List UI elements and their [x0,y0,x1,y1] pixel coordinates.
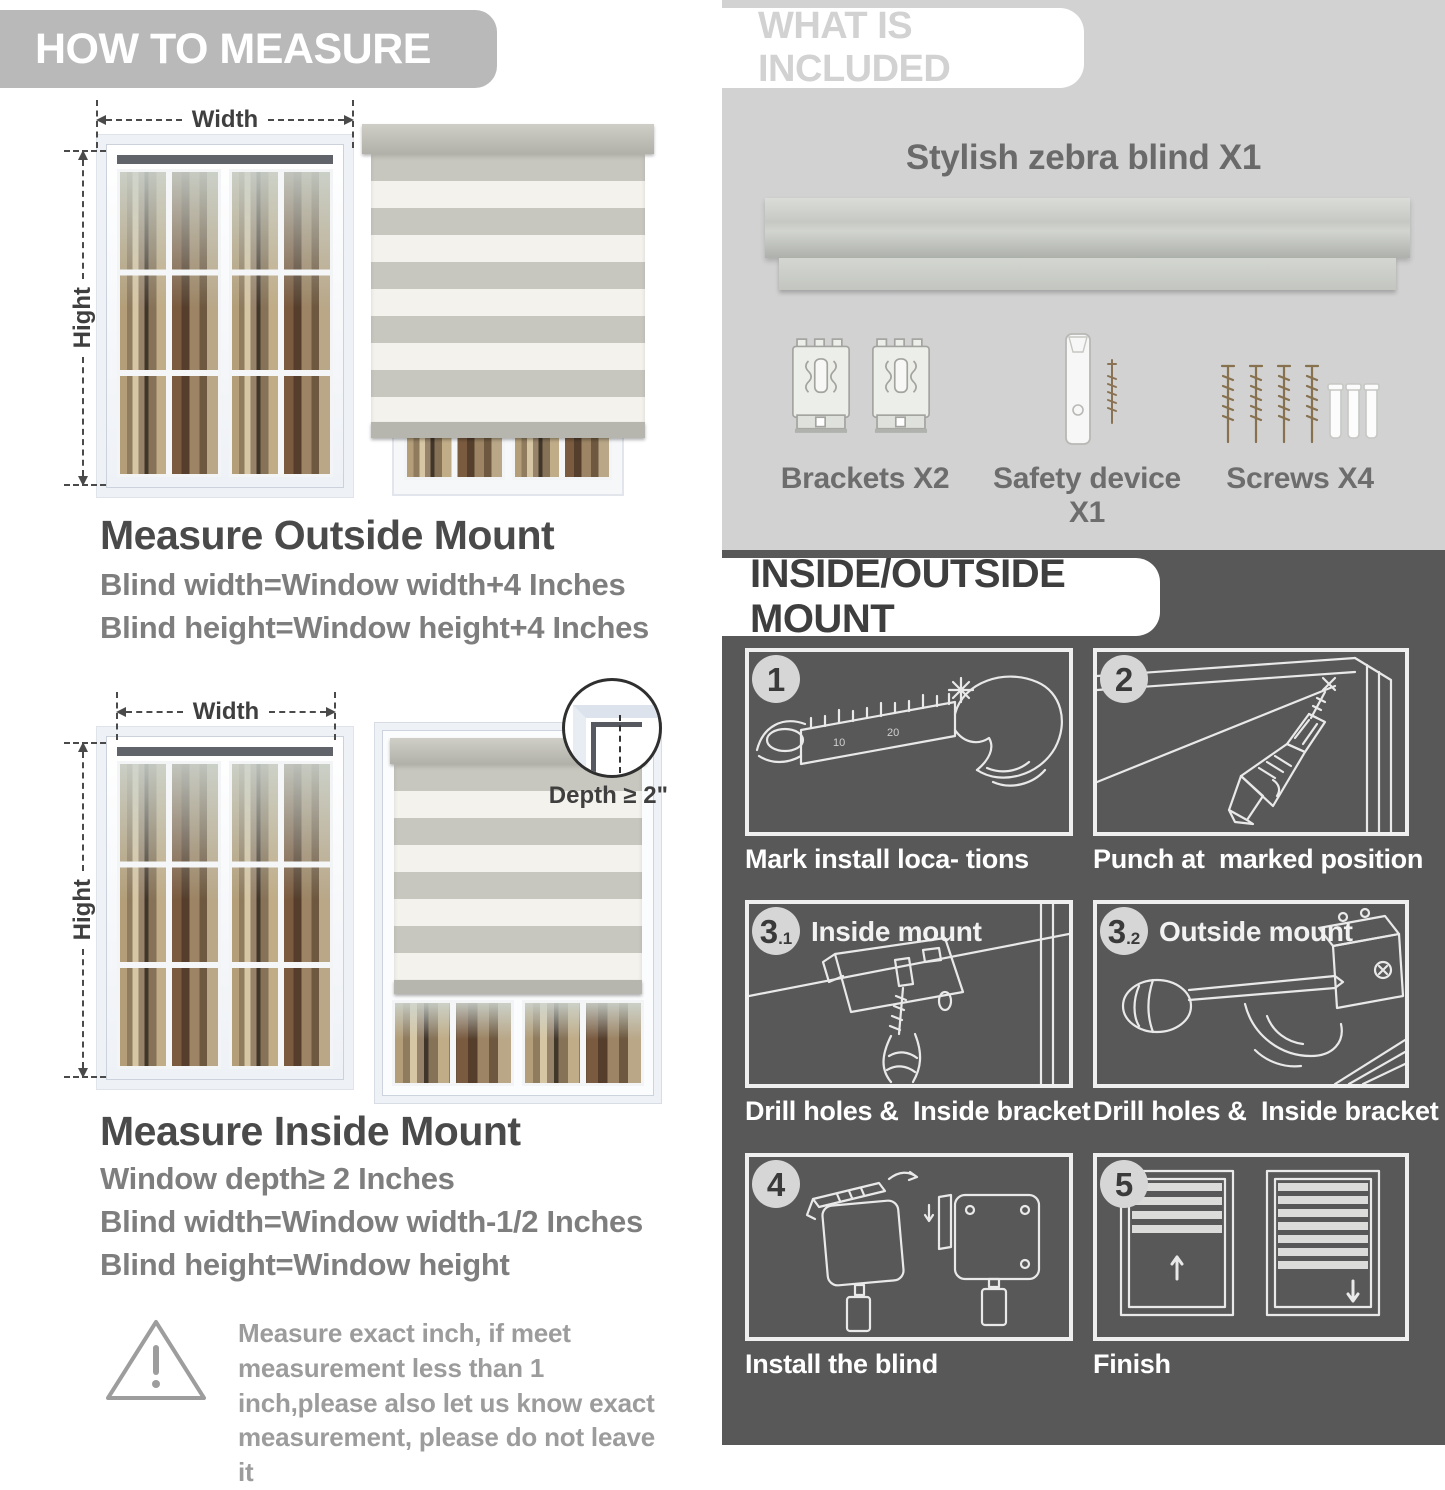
arrow-right-icon [344,115,354,125]
step-number-badge: 4 [752,1160,800,1208]
step-2-panel [1093,648,1409,836]
screw-icon [1108,360,1116,423]
bracket-icon [786,336,856,436]
height-label: Hight [69,879,96,941]
warning-text: Measure exact inch, if meet measurement less than 1 inch,please also let us know exact measurement, please do not leave it [238,1318,655,1488]
blind-bottom-rail [371,422,645,438]
screws-image [1212,352,1392,461]
outside-width-formula: Blind width=Window width+4 Inches [100,567,626,602]
blind-headrail-image [765,198,1410,258]
step-5-panel [1093,1153,1409,1341]
step-number-badge: 1 [752,655,800,703]
inside-width-formula: Blind width=Window width-1/2 Inches [100,1204,643,1239]
window-sash [117,761,221,1069]
arrow-left-icon [96,115,106,125]
window-sash [229,761,333,1069]
safety-device-image [1050,330,1130,461]
safety-device-label: Safety device X1 [993,462,1181,529]
window-sash [117,169,221,477]
window-pane [522,1000,644,1086]
height-dimension-arrow [70,150,96,486]
product-label: Stylish zebra blind X1 [905,138,1262,177]
step-4-panel [745,1153,1073,1341]
inside-depth-rule: Window depth≥ 2 Inches [100,1161,455,1196]
blind-bottom-rail [394,980,642,994]
anchors-icon [1328,384,1379,438]
svg-text:10: 10 [833,737,846,749]
step-3-2-panel [1093,900,1409,1088]
how-to-measure-banner [0,10,497,88]
width-dimension-arrow [116,700,336,724]
width-dimension-arrow [96,108,354,132]
inside-mount-title: Measure Inside Mount [100,1108,521,1154]
screws-label: Screws X4 [1226,462,1374,495]
window-sash [229,169,333,477]
arrow-right-icon [326,707,336,717]
brackets-label: Brackets X2 [780,462,950,495]
zebra-blind-fabric [371,154,645,422]
step-number-badge: 3 .2 [1100,907,1148,955]
svg-text:20: 20 [887,727,900,739]
bracket-icon [866,336,936,436]
screws-anchors-icon [1212,352,1392,456]
width-label: Width [191,106,259,133]
arrow-up-icon [78,150,88,160]
window-pane [392,1000,514,1086]
mount-title: INSIDE/OUTSIDE MOUNT [750,552,1066,641]
inside-mount-window-diagram [70,700,354,1090]
step-5-caption: Finish [1093,1349,1171,1379]
outside-mount-blind-image [362,114,654,500]
window-corner-depth-edge [591,722,642,773]
depth-note: Depth ≥ 2" [548,782,668,809]
step-1-caption: Mark install loca- tions [745,844,1029,874]
step-2-caption: Punch at marked position [1093,844,1424,874]
outside-mount-window-diagram [70,108,354,498]
outside-mount-title: Measure Outside Mount [100,512,555,558]
window-photo [96,134,354,498]
inside-height-formula: Blind height=Window height [100,1247,510,1282]
blind-cassette [362,124,654,154]
step-1-panel [745,648,1073,836]
arrow-down-icon [78,476,88,486]
step-4-caption: Install the blind [745,1349,938,1379]
window-top-recess [117,747,333,756]
step-3-1-caption: Drill holes & Inside bracket [745,1096,1091,1126]
measurement-warning [100,1314,670,1490]
inside-mount-step-title: Inside mount [811,916,982,947]
arrow-up-icon [78,742,88,752]
outside-height-formula: Blind height=Window height+4 Inches [100,610,649,645]
blind-headrail-under [779,258,1396,290]
exclamation-triangle-icon [100,1314,212,1406]
step-3-2-caption: Drill holes & Inside bracket [1093,1096,1439,1126]
inside-mount-blind-image [374,722,668,1104]
what-is-included-banner [722,5,1084,90]
what-is-included-title: WHAT IS INCLUDED [758,5,951,90]
height-dimension-arrow [70,742,96,1078]
outside-mount-step-title: Outside mount [1159,916,1353,947]
step-number-badge: 5 [1100,1160,1148,1208]
depth-callout-circle [562,678,662,778]
step-number-badge: 2 [1100,655,1148,703]
arrow-down-icon [78,1068,88,1078]
safety-device-icon [1050,330,1130,456]
height-label: Hight [69,287,96,349]
brackets-image [786,336,936,436]
how-to-measure-title: HOW TO MEASURE [35,24,431,73]
depth-measure-line [619,715,621,773]
width-label: Width [192,698,260,725]
mount-banner [722,552,1160,641]
window-photo [96,726,354,1090]
step-number-badge: 3 .1 [752,907,800,955]
arrow-left-icon [116,707,126,717]
window-top-recess [117,155,333,164]
step-3-1-panel [745,900,1073,1088]
